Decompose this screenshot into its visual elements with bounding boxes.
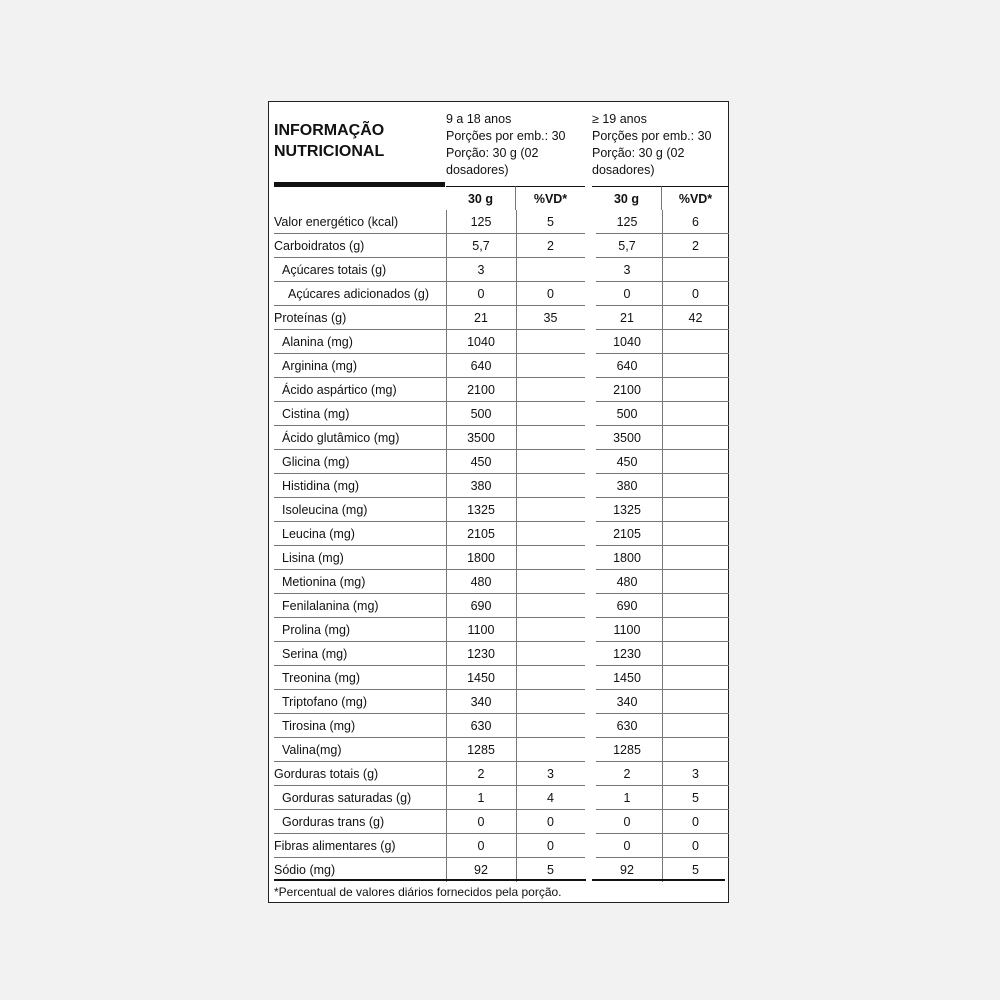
vd-9-18 (516, 594, 585, 618)
column-divider (446, 258, 447, 282)
nutrient-row (274, 594, 725, 618)
column-divider (662, 690, 663, 714)
value-19-plus: 3 (623, 263, 631, 277)
nutrient-name: Arginina (mg) (282, 359, 358, 373)
value-19-plus: 500 (616, 407, 638, 421)
value-9-18: 2 (477, 767, 485, 781)
col-header-vd-1: %VD* (516, 186, 585, 210)
nutrient-name: Tirosina (mg) (282, 719, 356, 733)
col-header-portion-1: 30 g (446, 186, 516, 210)
column-divider (446, 618, 447, 642)
nutrient-name: Triptofano (mg) (282, 695, 367, 709)
column-divider (516, 618, 517, 642)
vd-19-plus (662, 378, 729, 402)
value-19-plus: 2100 (613, 383, 641, 397)
group-servings: Porções por emb.: 30 (446, 129, 566, 143)
group-portion-cont: dosadores) (446, 163, 509, 177)
nutrient-row (274, 306, 725, 330)
column-divider (446, 402, 447, 426)
vd-19-plus (662, 354, 729, 378)
column-divider (516, 762, 517, 786)
group-portion: Porção: 30 g (02 (592, 146, 685, 160)
column-divider (516, 714, 517, 738)
value-9-18: 92 (474, 863, 488, 877)
vd-19-plus: 0 (692, 815, 699, 829)
column-divider (516, 426, 517, 450)
nutrient-row (274, 354, 725, 378)
column-divider (446, 498, 447, 522)
nutrient-row (274, 642, 725, 666)
nutrient-name: Leucina (mg) (282, 527, 355, 541)
vd-9-18 (516, 738, 585, 762)
column-divider (446, 378, 447, 402)
column-divider (516, 666, 517, 690)
vd-19-plus (662, 594, 729, 618)
column-divider (446, 810, 447, 834)
column-divider (516, 258, 517, 282)
title-rule (274, 182, 445, 187)
nutrient-row (274, 618, 725, 642)
vd-19-plus (662, 618, 729, 642)
vd-19-plus (662, 258, 729, 282)
column-divider (662, 546, 663, 570)
value-19-plus: 125 (616, 215, 638, 229)
column-divider (662, 210, 663, 234)
vd-19-plus (662, 546, 729, 570)
nutrient-row (274, 450, 725, 474)
vd-9-18: 2 (547, 239, 554, 253)
vd-19-plus (662, 330, 729, 354)
value-19-plus: 1800 (613, 551, 641, 565)
vd-9-18 (516, 402, 585, 426)
nutrient-row (274, 762, 725, 786)
nutrient-name: Gorduras saturadas (g) (282, 791, 412, 805)
nutrient-name: Ácido aspártico (mg) (282, 383, 397, 397)
nutrient-row (274, 402, 725, 426)
group-portion-cont: dosadores) (592, 163, 655, 177)
column-divider (662, 594, 663, 618)
value-9-18: 1285 (467, 743, 495, 757)
vd-19-plus: 2 (692, 239, 699, 253)
value-9-18: 1230 (467, 647, 495, 661)
value-9-18: 1040 (467, 335, 495, 349)
nutrient-row (274, 714, 725, 738)
column-divider (516, 282, 517, 306)
vd-9-18 (516, 642, 585, 666)
value-19-plus: 0 (623, 287, 631, 301)
column-divider (516, 234, 517, 258)
group-age: ≥ 19 anos (592, 112, 647, 126)
column-divider (516, 546, 517, 570)
column-divider (446, 330, 447, 354)
column-divider (446, 450, 447, 474)
col-header-portion-2: 30 g (592, 186, 662, 210)
nutrient-row (274, 834, 725, 858)
value-19-plus: 1 (623, 791, 631, 805)
vd-9-18: 5 (547, 863, 554, 877)
column-divider (662, 450, 663, 474)
vd-9-18 (516, 666, 585, 690)
nutrient-name: Sódio (mg) (274, 863, 336, 877)
nutrient-name: Glicina (mg) (282, 455, 350, 469)
column-divider (446, 570, 447, 594)
column-divider (662, 786, 663, 810)
nutrient-name: Lisina (mg) (282, 551, 344, 565)
column-divider (446, 690, 447, 714)
vd-19-plus (662, 498, 729, 522)
nutrient-row (274, 498, 725, 522)
value-9-18: 1 (477, 791, 485, 805)
value-9-18: 2105 (467, 527, 495, 541)
column-divider (446, 786, 447, 810)
nutrient-name: Gorduras totais (g) (274, 767, 379, 781)
column-divider (662, 378, 663, 402)
column-divider (446, 642, 447, 666)
column-divider (516, 810, 517, 834)
value-9-18: 1100 (467, 623, 495, 637)
value-19-plus: 2105 (613, 527, 641, 541)
value-9-18: 640 (470, 359, 492, 373)
column-divider (662, 522, 663, 546)
value-19-plus: 5,7 (618, 239, 636, 253)
column-divider (446, 714, 447, 738)
vd-9-18 (516, 498, 585, 522)
vd-19-plus: 0 (692, 287, 699, 301)
column-divider (662, 618, 663, 642)
nutrient-row (274, 426, 725, 450)
nutrient-row (274, 690, 725, 714)
column-divider (662, 330, 663, 354)
value-19-plus: 1450 (613, 671, 641, 685)
nutrient-row (274, 234, 725, 258)
vd-9-18 (516, 618, 585, 642)
column-divider (516, 642, 517, 666)
column-divider (662, 402, 663, 426)
column-divider (662, 354, 663, 378)
vd-19-plus (662, 426, 729, 450)
vd-9-18: 35 (543, 311, 558, 325)
vd-19-plus (662, 570, 729, 594)
column-divider (516, 474, 517, 498)
vd-19-plus: 42 (688, 311, 703, 325)
vd-9-18 (516, 450, 585, 474)
value-19-plus: 450 (616, 455, 638, 469)
column-divider (446, 306, 447, 330)
value-9-18: 340 (470, 695, 492, 709)
column-divider (662, 642, 663, 666)
nutrient-name: Ácido glutâmico (mg) (282, 431, 400, 445)
column-divider (446, 834, 447, 858)
column-divider (516, 450, 517, 474)
nutrient-name: Alanina (mg) (282, 335, 353, 349)
nutrient-row (274, 282, 725, 306)
column-divider (446, 282, 447, 306)
nutrient-name: Açúcares totais (g) (282, 263, 387, 277)
column-divider (446, 594, 447, 618)
column-divider (516, 306, 517, 330)
group-header-9-18 (446, 111, 576, 179)
column-divider (662, 834, 663, 858)
nutrient-name: Prolina (mg) (282, 623, 351, 637)
vd-19-plus (662, 690, 729, 714)
column-divider (446, 738, 447, 762)
nutrition-facts-panel (268, 101, 729, 903)
nutrient-row (274, 570, 725, 594)
value-19-plus: 690 (616, 599, 638, 613)
nutrient-name: Fenilalanina (mg) (282, 599, 379, 613)
nutrient-name: Fibras alimentares (g) (274, 839, 396, 853)
vd-9-18 (516, 522, 585, 546)
vd-9-18 (516, 378, 585, 402)
title-line-1: INFORMAÇÃO (274, 122, 385, 139)
nutrient-row (274, 258, 725, 282)
nutrient-name: Valina(mg) (282, 743, 342, 757)
column-divider (516, 570, 517, 594)
value-9-18: 500 (470, 407, 492, 421)
vd-19-plus (662, 522, 729, 546)
value-9-18: 0 (477, 287, 485, 301)
column-divider (446, 762, 447, 786)
column-divider (662, 426, 663, 450)
nutrient-name: Cistina (mg) (282, 407, 350, 421)
column-divider (446, 210, 447, 234)
nutrient-row (274, 738, 725, 762)
nutrient-name: Gorduras trans (g) (282, 815, 385, 829)
nutrient-name: Carboidratos (g) (274, 239, 365, 253)
value-19-plus: 92 (620, 863, 634, 877)
nutrient-row (274, 666, 725, 690)
bottom-rule-left (274, 879, 586, 881)
nutrient-row (274, 546, 725, 570)
column-divider (662, 762, 663, 786)
value-19-plus: 340 (616, 695, 638, 709)
value-19-plus: 380 (616, 479, 638, 493)
vd-9-18: 4 (547, 791, 554, 805)
column-divider (662, 810, 663, 834)
column-divider (516, 738, 517, 762)
vd-9-18: 5 (547, 215, 554, 229)
column-divider (516, 786, 517, 810)
value-19-plus: 21 (620, 311, 634, 325)
column-divider (516, 522, 517, 546)
value-19-plus: 480 (616, 575, 638, 589)
nutrient-row (274, 786, 725, 810)
group-portion: Porção: 30 g (02 (446, 146, 539, 160)
value-19-plus: 0 (623, 815, 631, 829)
value-9-18: 0 (477, 815, 485, 829)
nutrient-row (274, 810, 725, 834)
bottom-rule-right (592, 879, 725, 881)
vd-9-18 (516, 714, 585, 738)
vd-9-18: 0 (547, 839, 554, 853)
column-divider (662, 498, 663, 522)
column-divider (516, 354, 517, 378)
vd-9-18: 0 (547, 287, 554, 301)
col-header-vd-2: %VD* (662, 186, 729, 210)
vd-19-plus (662, 450, 729, 474)
value-19-plus: 1100 (613, 623, 641, 637)
nutrient-name: Histidina (mg) (282, 479, 360, 493)
value-9-18: 1450 (467, 671, 495, 685)
column-divider (446, 354, 447, 378)
vd-9-18 (516, 258, 585, 282)
value-19-plus: 630 (616, 719, 638, 733)
vd-9-18 (516, 546, 585, 570)
vd-9-18: 0 (547, 815, 554, 829)
vd-19-plus: 6 (692, 215, 699, 229)
vd-19-plus: 5 (692, 791, 699, 805)
column-divider (516, 402, 517, 426)
column-divider (446, 546, 447, 570)
value-9-18: 380 (470, 479, 492, 493)
column-divider (662, 306, 663, 330)
column-divider (662, 714, 663, 738)
nutrient-name: Proteínas (g) (274, 311, 347, 325)
value-9-18: 450 (470, 455, 492, 469)
value-19-plus: 640 (616, 359, 638, 373)
title-line-2: NUTRICIONAL (274, 143, 385, 160)
vd-19-plus: 0 (692, 839, 699, 853)
value-19-plus: 3500 (613, 431, 641, 445)
nutrient-row (274, 330, 725, 354)
vd-9-18 (516, 570, 585, 594)
vd-9-18 (516, 426, 585, 450)
vd-9-18 (516, 354, 585, 378)
value-9-18: 1325 (467, 503, 495, 517)
group-age: 9 a 18 anos (446, 112, 512, 126)
value-19-plus: 2 (623, 767, 631, 781)
nutrient-name: Serina (mg) (282, 647, 348, 661)
value-19-plus: 1325 (613, 503, 641, 517)
column-divider (662, 666, 663, 690)
column-divider (662, 282, 663, 306)
vd-9-18 (516, 474, 585, 498)
nutrient-name: Treonina (mg) (282, 671, 361, 685)
value-9-18: 480 (470, 575, 492, 589)
nutrient-row (274, 210, 725, 234)
column-divider (446, 234, 447, 258)
column-divider (446, 426, 447, 450)
value-9-18: 690 (470, 599, 492, 613)
nutrient-row (274, 474, 725, 498)
vd-19-plus (662, 642, 729, 666)
footnote: *Percentual de valores diários fornecidos pela porção. (274, 885, 562, 899)
value-9-18: 1800 (467, 551, 495, 565)
value-9-18: 0 (477, 839, 485, 853)
vd-9-18: 3 (547, 767, 554, 781)
vd-9-18 (516, 330, 585, 354)
nutrient-name: Metionina (mg) (282, 575, 366, 589)
column-divider (516, 498, 517, 522)
value-9-18: 5,7 (472, 239, 490, 253)
column-divider (446, 666, 447, 690)
value-19-plus: 1040 (613, 335, 641, 349)
column-divider (516, 834, 517, 858)
vd-19-plus (662, 714, 729, 738)
column-divider (516, 210, 517, 234)
table-title (274, 120, 384, 162)
column-divider (516, 594, 517, 618)
value-9-18: 3500 (467, 431, 495, 445)
column-divider (662, 258, 663, 282)
nutrient-row (274, 378, 725, 402)
column-divider (446, 474, 447, 498)
value-19-plus: 1230 (613, 647, 641, 661)
vd-19-plus (662, 474, 729, 498)
vd-19-plus: 3 (692, 767, 699, 781)
column-divider (662, 570, 663, 594)
column-divider (662, 234, 663, 258)
column-divider (516, 690, 517, 714)
group-header-19-plus (592, 111, 722, 179)
nutrient-name: Açúcares adicionados (g) (288, 287, 430, 301)
group-servings: Porções por emb.: 30 (592, 129, 712, 143)
vd-9-18 (516, 690, 585, 714)
vd-19-plus (662, 738, 729, 762)
value-9-18: 3 (477, 263, 485, 277)
nutrient-row (274, 522, 725, 546)
value-9-18: 2100 (467, 383, 495, 397)
value-19-plus: 1285 (613, 743, 641, 757)
value-9-18: 21 (474, 311, 488, 325)
column-divider (446, 522, 447, 546)
vd-19-plus (662, 666, 729, 690)
column-divider (662, 738, 663, 762)
nutrient-name: Valor energético (kcal) (274, 215, 399, 229)
vd-19-plus (662, 402, 729, 426)
value-9-18: 125 (470, 215, 492, 229)
value-19-plus: 0 (623, 839, 631, 853)
column-divider (662, 474, 663, 498)
column-divider (516, 378, 517, 402)
column-divider (516, 330, 517, 354)
nutrient-name: Isoleucina (mg) (282, 503, 368, 517)
vd-19-plus: 5 (692, 863, 699, 877)
value-9-18: 630 (470, 719, 492, 733)
